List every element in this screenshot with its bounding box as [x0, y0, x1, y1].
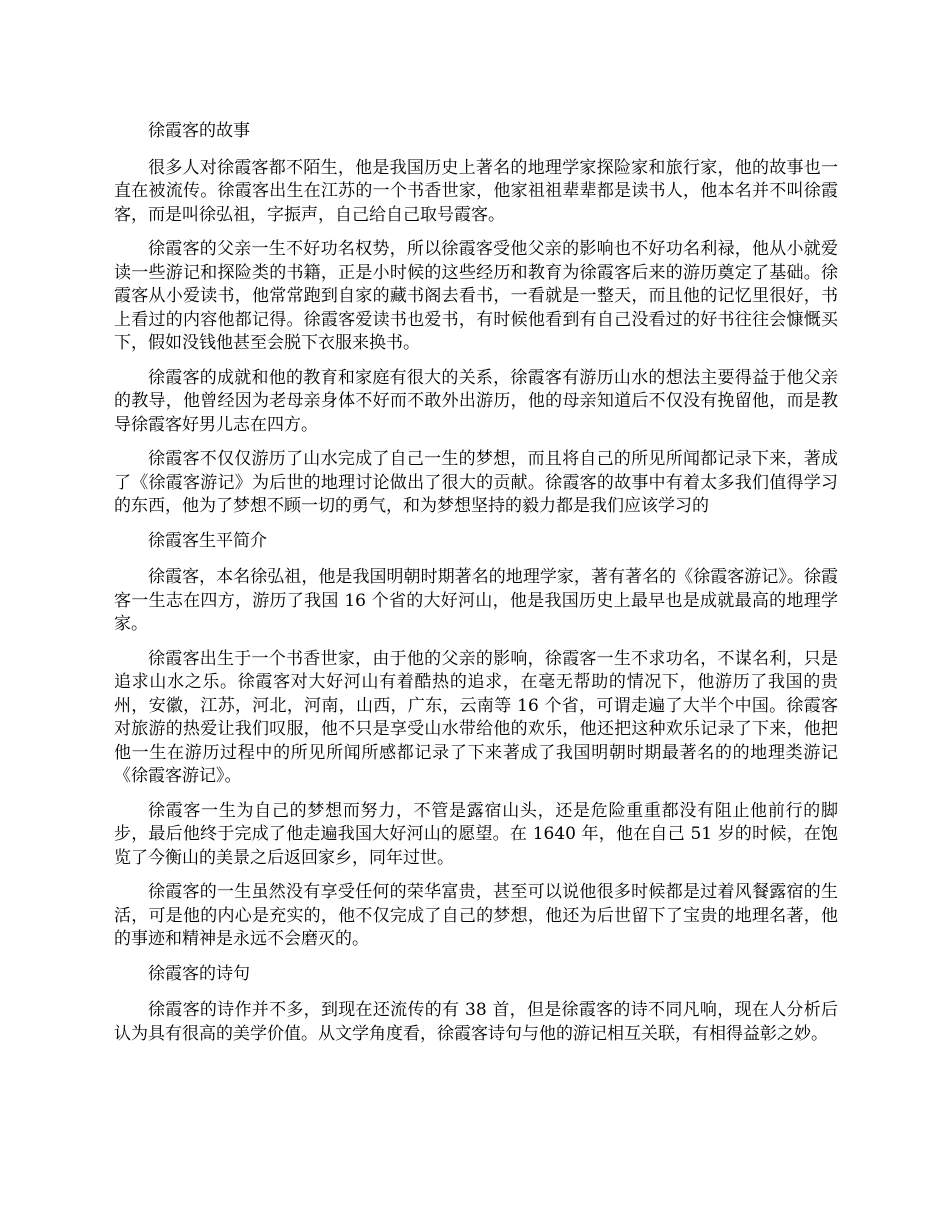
paragraph: 徐霞客的成就和他的教育和家庭有很大的关系，徐霞客有游历山水的想法主要得益于他父亲的教导，他曾经因为老母亲身体不好而不敢外出游历，他的母亲知道后不仅没有挽留他，而是教导徐霞客好男儿志在四方。 — [114, 367, 838, 435]
paragraph: 徐霞客一生为自己的梦想而努力，不管是露宿山头，还是危险重重都没有阻止他前行的脚步，最后他终于完成了他走遍我国大好河山的愿望。在 1640 年，他在自己 51 岁的时候，在饱览了今衡山的美景之后返回家乡，同年过世。 — [114, 800, 838, 868]
paragraph: 徐霞客的一生虽然没有享受任何的荣华富贵，甚至可以说他很多时候都是过着风餐露宿的生活，可是他的内心是充实的，他不仅完成了自己的梦想，他还为后世留下了宝贵的地理名著，他的事迹和精神是永远不会磨灭的。 — [114, 882, 838, 949]
paragraph: 徐霞客出生于一个书香世家，由于他的父亲的影响，徐霞客一生不求功名，不谋名利，只是追求山水之乐。徐霞客对大好河山有着酷热的追求，在毫无帮助的情况下，他游历了我国的贵州，安徽，江苏，河北，河南，山西，广东，云南等 16 个省，可谓走遍了大半个中国。徐霞客对旅游的热爱让我们叹服，他不只是享受山水带给他的欢乐，他还把这种欢乐记录了下来，他把他一生在游历过程中的所见所闻所感都记录了下来著成了我国明朝时期最著名的的地理类游记《徐霞客游记》。 — [114, 648, 838, 786]
section-heading-story: 徐霞客的故事 — [148, 121, 250, 141]
paragraph: 很多人对徐霞客都不陌生，他是我国历史上著名的地理学家探险家和旅行家，他的故事也一直在被流传。徐霞客出生在江苏的一个书香世家，他家祖祖辈辈都是读书人，他本名并不叫徐霞客，而是叫徐弘祖，字振声，自己给自己取号霞客。 — [114, 157, 838, 225]
paragraph: 徐霞客的父亲一生不好功名权势，所以徐霞客受他父亲的影响也不好功名利禄，他从小就爱读一些游记和探险类的书籍，正是小时候的这些经历和教育为徐霞客后来的游历奠定了基础。徐霞客从小爱读书，他常常跑到自家的藏书阁去看书，一看就是一整天，而且他的记忆里很好，书上看过的内容他都记得。徐霞客爱读书也爱书，有时候他看到有自己没看过的好书往往会慷慨买下，假如没钱他甚至会脱下衣服来换书。 — [114, 239, 838, 353]
paragraph: 徐霞客不仅仅游历了山水完成了自己一生的梦想，而且将自己的所见所闻都记录下来，著成了《徐霞客游记》为后世的地理讨论做出了很大的贡献。徐霞客的故事中有着太多我们值得学习的东西，他为了梦想不顾一切的勇气，和为梦想坚持的毅力都是我们应该学习的 — [114, 449, 838, 516]
paragraph: 徐霞客，本名徐弘祖，他是我国明朝时期著名的地理学家，著有著名的《徐霞客游记》。徐霞客一生志在四方，游历了我国 16 个省的大好河山，他是我国历史上最早也是成就最高的地理学家。 — [114, 567, 838, 634]
section-heading-poems: 徐霞客的诗句 — [148, 963, 250, 984]
document-page — [114, 120, 838, 1057]
section-heading-biography: 徐霞客生平简介 — [148, 530, 267, 551]
paragraph: 徐霞客的诗作并不多，到现在还流传的有 38 首，但是徐霞客的诗不同凡响，现在人分析后认为具有很高的美学价值。从文学角度看，徐霞客诗句与他的游记相互关联，有相得益彰之妙。 — [114, 1000, 838, 1044]
